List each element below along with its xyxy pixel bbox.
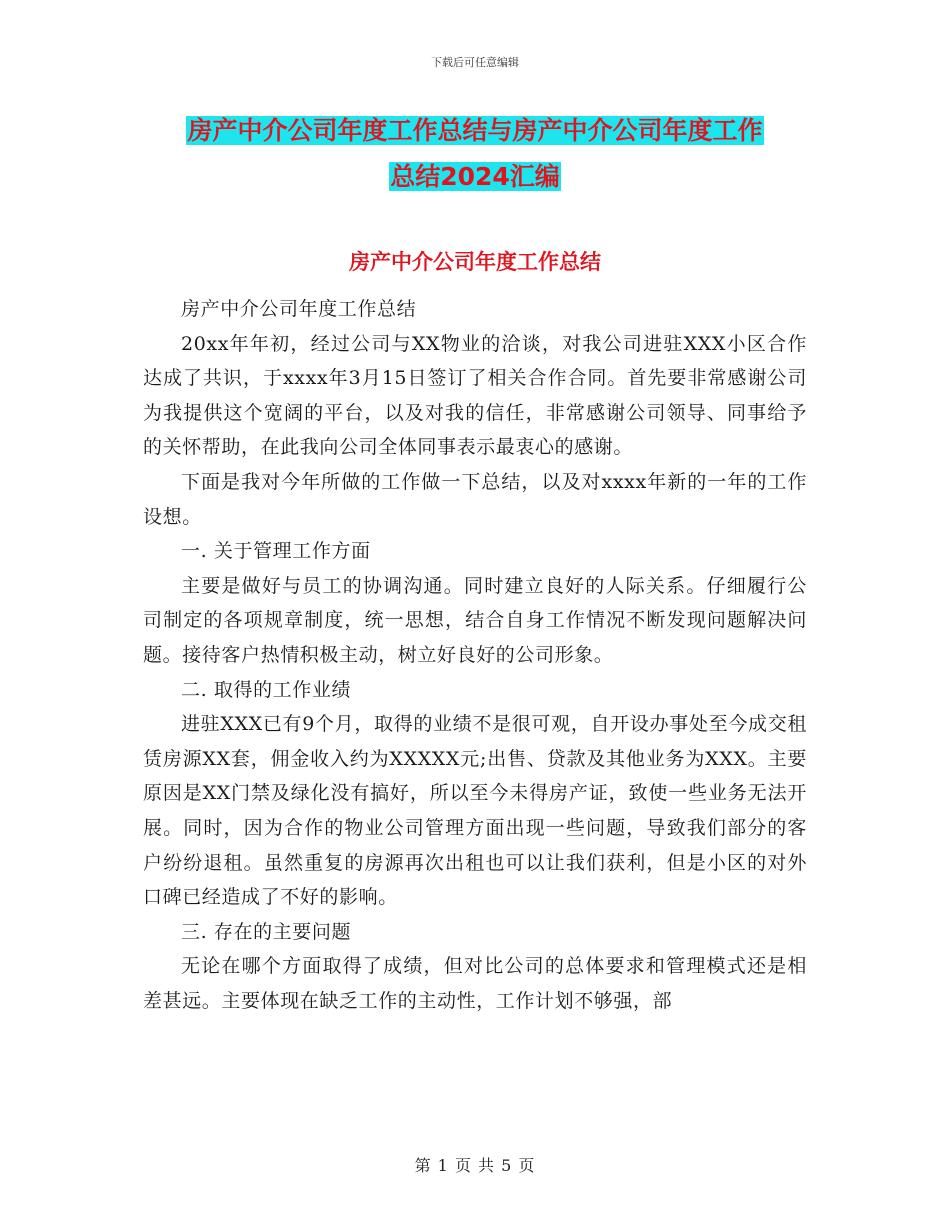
document-body <box>143 292 807 1018</box>
paragraph-problems: 无论在哪个方面取得了成绩，但对比公司的总体要求和管理模式还是相差甚远。主要体现在缺乏工作的主动性，工作计划不够强，部 <box>143 955 807 1012</box>
heading-achievements: 二. 取得的工作业绩 <box>181 678 352 701</box>
document-title-line-2: 总结2024汇编 <box>390 162 560 191</box>
page-footer: 第 1 页 共 5 页 <box>414 1156 536 1175</box>
heading-management: 一. 关于管理工作方面 <box>181 540 371 563</box>
document-title <box>140 108 810 200</box>
paragraph-management: 主要是做好与员工的协调沟通。同时建立良好的人际关系。仔细履行公司制定的各项规章制度，统一思想，结合自身工作情况不断发现问题解决问题。接待客户热情积极主动，树立好良好的公司形象。 <box>143 574 807 666</box>
paragraph-summary-intro: 下面是我对今年所做的工作做一下总结，以及对xxxx年新的一年的工作设想。 <box>143 470 807 528</box>
document-title-line-1: 房产中介公司年度工作总结与房产中介公司年度工作 <box>187 116 763 145</box>
heading-problems: 三. 存在的主要问题 <box>181 920 352 943</box>
paragraph-achievements: 进驻XXX已有9个月，取得的业绩不是很可观，自开设办事处至今成交租赁房源XX套，佣金收入约为XXXXX元;出售、贷款及其他业务为XXX。主要原因是XX门禁及绿化没有搞好，所以至今未得房产证，致使一些业务无法开展。同时，因为合作的物业公司管理方面出现一些问题，导致我们部分的客户纷纷退租。虽然重复的房源再次出租也可以让我们获利，但是小区的对外口碑已经造成了不好的影响。 <box>143 713 807 909</box>
section-title: 房产中介公司年度工作总结 <box>349 250 601 274</box>
paragraph-intro: 20xx年年初，经过公司与XX物业的洽谈，对我公司进驻XXX小区合作达成了共识，于xxxx年3月15日签订了相关合作合同。首先要非常感谢公司为我提供这个宽阔的平台，以及对我的信任，非常感谢公司领导、同事给予的关怀帮助，在此我向公司全体同事表示最衷心的感谢。 <box>143 332 807 459</box>
header-note: 下载后可任意编辑 <box>431 56 519 69</box>
paragraph-subtitle: 房产中介公司年度工作总结 <box>181 298 417 320</box>
